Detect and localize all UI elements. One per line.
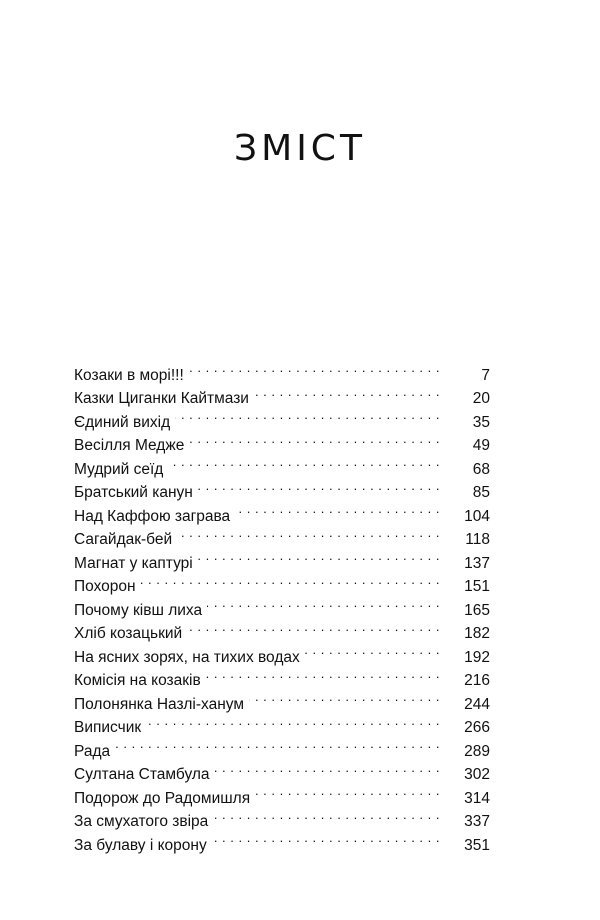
toc-entry-title: Магнат у каптурі bbox=[74, 554, 193, 572]
toc-entry-title: Сагайдак-бей bbox=[74, 531, 173, 548]
toc-dot-leader bbox=[249, 685, 440, 709]
toc-entry-title: За смухатого звіра bbox=[74, 813, 209, 830]
toc-dot-leader bbox=[206, 662, 440, 686]
toc-dot-leader bbox=[198, 544, 440, 568]
toc-dot-leader bbox=[168, 450, 440, 474]
toc-entry-title: Казки Циганки Кайтмази bbox=[74, 390, 249, 407]
toc-entry-title: Почому ківш лиха bbox=[74, 601, 203, 619]
toc-entry-page: 137 bbox=[464, 554, 490, 572]
toc-entry-title: Комісія на козаків bbox=[74, 672, 201, 689]
toc-entry-page: 244 bbox=[464, 695, 490, 713]
toc-entry-title: За булаву і корону bbox=[74, 836, 207, 854]
toc-entry-title: Виписчик bbox=[74, 719, 142, 736]
toc-entry-page: 35 bbox=[472, 413, 490, 431]
toc-entry bbox=[74, 356, 490, 384]
toc-entry-title: Рада bbox=[74, 742, 111, 760]
toc-entry-page: 7 bbox=[481, 366, 490, 384]
toc-dot-leader bbox=[198, 474, 440, 498]
toc-entry-title: Козаки в морі!!! bbox=[74, 366, 184, 384]
toc-entry-page: 85 bbox=[472, 484, 490, 501]
toc-entry-page: 49 bbox=[472, 437, 490, 454]
toc-dot-leader bbox=[187, 615, 440, 639]
toc-dot-leader bbox=[207, 591, 440, 615]
toc-entry-page: 182 bbox=[464, 625, 490, 642]
toc-dot-leader bbox=[146, 709, 440, 733]
toc-entry-title: Мудрий сеїд bbox=[74, 460, 164, 478]
toc-entry-title: Єдиний вихід bbox=[74, 413, 171, 431]
toc-entry-page: 151 bbox=[464, 578, 490, 595]
toc-entry-page: 192 bbox=[464, 648, 490, 666]
toc-entry-page: 104 bbox=[464, 507, 490, 525]
toc-entry-page: 68 bbox=[472, 460, 490, 478]
toc-entry bbox=[74, 591, 490, 619]
toc-dot-leader bbox=[213, 803, 440, 827]
toc-dot-leader bbox=[189, 427, 440, 451]
toc-dot-leader bbox=[235, 497, 440, 521]
toc-entry-page: 20 bbox=[472, 390, 490, 407]
toc-dot-leader bbox=[254, 380, 440, 404]
toc-entry-page: 302 bbox=[464, 766, 490, 783]
toc-entry-page: 165 bbox=[464, 601, 490, 619]
toc-dot-leader bbox=[141, 568, 440, 592]
toc-dot-leader bbox=[255, 779, 440, 803]
toc-entry-title: Братський канун bbox=[74, 484, 193, 501]
toc-entry-title: Султана Стамбула bbox=[74, 766, 210, 783]
toc-entry bbox=[74, 732, 490, 760]
toc-entry-page: 351 bbox=[464, 836, 490, 854]
toc-entry-page: 118 bbox=[465, 531, 490, 548]
toc-dot-leader bbox=[189, 356, 440, 380]
toc-entry-title: На ясних зорях, на тихих водах bbox=[74, 648, 300, 666]
toc-dot-leader bbox=[177, 521, 440, 545]
toc-entry-page: 314 bbox=[464, 789, 490, 807]
table-of-contents bbox=[74, 356, 490, 854]
toc-entry-title: Подорож до Радомишля bbox=[74, 789, 251, 807]
toc-dot-leader bbox=[212, 826, 440, 850]
toc-entry bbox=[74, 756, 490, 783]
toc-entry-page: 216 bbox=[464, 672, 490, 689]
toc-dot-leader bbox=[115, 732, 440, 756]
page-title: ЗМІСТ bbox=[234, 128, 366, 170]
toc-dot-leader bbox=[305, 638, 440, 662]
toc-entry-page: 289 bbox=[464, 742, 490, 760]
toc-dot-leader bbox=[175, 403, 440, 427]
toc-entry-title: Над Каффою заграва bbox=[74, 507, 231, 525]
toc-entry-page: 266 bbox=[464, 719, 490, 736]
toc-entry-title: Весілля Медже bbox=[74, 437, 185, 454]
toc-dot-leader bbox=[215, 756, 440, 780]
toc-entry-page: 337 bbox=[464, 813, 490, 830]
toc-entry-title: Похорон bbox=[74, 578, 136, 595]
toc-entry-title: Хліб козацький bbox=[74, 625, 183, 642]
toc-entry-title: Полонянка Назлі-ханум bbox=[74, 695, 245, 713]
